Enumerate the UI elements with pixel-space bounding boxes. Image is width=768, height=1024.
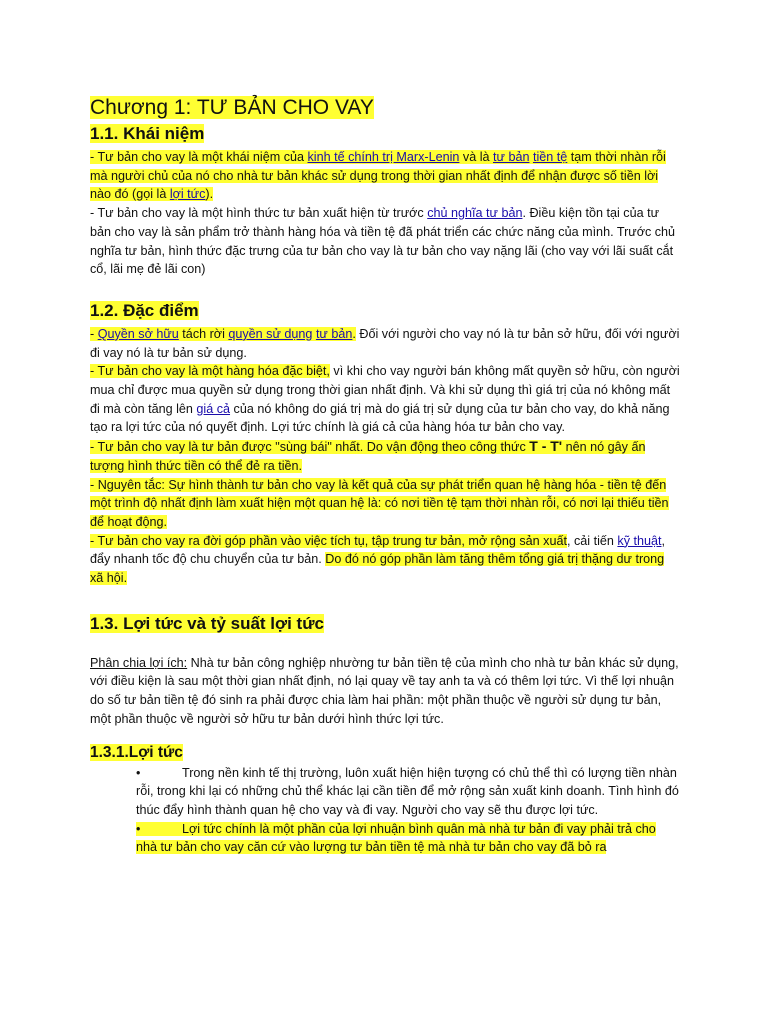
section-heading-1-1: 1.1. Khái niệm xyxy=(90,124,205,143)
link-quyen-su-dung[interactable]: quyền sử dụng xyxy=(228,326,313,341)
paragraph-1-1-a: - Tư bản cho vay là một khái niệm của kinh tế chính trị Marx-Lenin và là tư bản tiền tệ tạm thời nhàn rỗi mà người chủ của nó cho nhà tư bản khác sử dụng trong thời gian nhất định để nhận được số tiền lời nào đó (gọi là lợi tức). xyxy=(90,150,666,202)
paragraph-1-2-e: - Tư bản cho vay ra đời góp phần vào việc tích tụ, tập trung tư bản, mở rộng sản xuất, cải tiến kỹ thuật, đẩy nhanh tốc độ chu chuyển của tư bản. Do đó nó góp phần làm tăng thêm tổng giá trị thặng dư trong xã hội. xyxy=(90,533,666,586)
link-ky-thuat[interactable]: kỹ thuật xyxy=(617,533,662,548)
paragraph-1-2-d: - Nguyên tắc: Sự hình thành tư bản cho vay là kết quả của sự phát triển quan hệ hàng hóa - tiền tệ đến một trình độ nhất định làm xuất hiện một quan hệ là: có nơi tiền tệ tạm thời nhàn rỗi, có nơi lại thiếu tiền để hoạt động. xyxy=(90,477,669,529)
paragraph-1-1-b: - Tư bản cho vay là một hình thức tư bản xuất hiện từ trước chủ nghĩa tư bản. Điều kiện tồn tại của tư bản cho vay là sản phẩm trở thành hàng hóa và tiền tệ đã phát triển các chức năng của mình. Trước chủ nghĩa tư bản, hình thức đặc trưng của tư bản cho vay là tư bản cho vay nặng lãi (cho vay với lãi suất cắt cổ, lãi mẹ đẻ lãi con) xyxy=(90,206,676,277)
paragraph-1-2-c: - Tư bản cho vay là tư bản được "sùng bái" nhất. Do vận động theo công thức T - T' nên nó gây ấn tượng hình thức tiền có thể đẻ ra tiền. xyxy=(90,438,646,473)
list-item: • Trong nền kinh tế thị trường, luôn xuất hiện hiện tượng có chủ thể thì có lượng tiền nhàn rỗi, trong khi lại có những chủ thể khác lại cần tiền để mở rộng sản xuất kinh doanh. Tình hình đó thúc đẩy hình thành quan hệ cho vay và đi vay. Người cho vay sẽ thu được lợi tức. xyxy=(136,765,679,817)
section-heading-1-3: 1.3. Lợi tức và tỷ suất lợi tức xyxy=(90,613,324,633)
bullet-icon: • xyxy=(136,821,141,836)
link-kinh-te-chinh-tri[interactable]: kinh tế chính trị Marx-Lenin xyxy=(307,150,460,164)
spacer xyxy=(90,279,680,297)
section-heading-1-3-1: 1.3.1.Lợi tức xyxy=(90,743,183,761)
chapter-title: Chương 1: TƯ BẢN CHO VAY xyxy=(90,96,374,119)
link-loi-tuc[interactable]: lợi tức xyxy=(169,187,206,202)
link-quyen-so-huu[interactable]: Quyền sở hữu xyxy=(97,326,179,341)
bullet-list xyxy=(90,764,680,858)
link-gia-ca[interactable]: giá cả xyxy=(196,401,231,416)
bullet-icon: • xyxy=(136,765,141,780)
paragraph-1-2-b: - Tư bản cho vay là một hàng hóa đặc biệt, vì khi cho vay người bán không mất quyền sở hữu, còn người mua chỉ được mua quyền sử dụng trong thời gian nhất định. Và khi sử dụng thì giá trị của nó không mất đi mà còn tăng lên giá cả của nó không do giá trị mà do giá trị sử dụng của tư bản cho vay, do khả năng tạo ra lợi tức của nó quyết định. Lợi tức chính là giá cả của hàng hóa tư bản cho vay. xyxy=(90,364,680,435)
spacer xyxy=(90,588,680,610)
spacer xyxy=(90,638,680,654)
link-chu-nghia-tu-ban[interactable]: chủ nghĩa tư bản xyxy=(427,206,523,221)
link-tu-ban-2[interactable]: tư bản xyxy=(315,326,353,341)
formula: T - T' xyxy=(529,438,563,455)
label-phan-chia-loi-ich: Phân chia lợi ích: xyxy=(90,655,188,670)
paragraph-1-3: Phân chia lợi ích: Nhà tư bản công nghiệp nhường tư bản tiền tệ của mình cho nhà tư bản khác sử dụng, với điều kiện là sau một thời gian nhất định, nó lại quay về tay anh ta và có thêm lợi tức. Vì thế lợi nhuận do số tư bản tiền tệ đó sinh ra phải được chia làm hai phần: một phần thuộc về người sử dụng tư bản, một phần thuộc về người sở hữu tư bản dưới hình thức lợi tức. xyxy=(90,655,679,726)
paragraph-1-2-a: - Quyền sở hữu tách rời quyền sử dụng tư bản. Đối với người cho vay nó là tư bản sở hữu, đối với người đi vay nó là tư bản sử dụng. xyxy=(90,326,680,360)
list-item: • Lợi tức chính là một phần của lợi nhuận bình quân mà nhà tư bản đi vay phải trả cho nhà tư bản cho vay căn cứ vào lượng tư bản tiền tệ mà nhà tư bản cho vay đã bỏ ra xyxy=(136,821,656,855)
document-content xyxy=(90,96,680,857)
spacer xyxy=(90,729,680,743)
section-heading-1-2: 1.2. Đặc điểm xyxy=(90,300,199,320)
link-tu-ban[interactable]: tư bản xyxy=(493,150,530,164)
link-tien-te[interactable]: tiền tệ xyxy=(532,150,568,164)
